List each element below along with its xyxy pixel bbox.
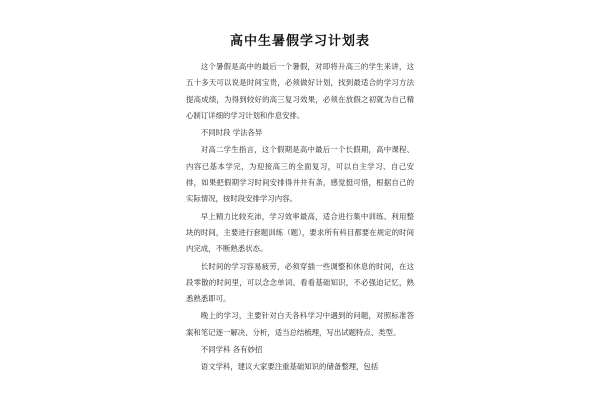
paragraph-chinese: 语文学科，建议大家要注重基础知识的储备整理，包括: [200, 362, 379, 372]
section-heading-time: 不同时段 学法各异: [200, 128, 263, 138]
paragraph-morning: 早上精力比较充沛，学习效率最高，适合进行集中训练、利用整块的时间，主要进行套题训练（题），要求所有科目都要在规定的时间内完成，不断熟悉状态。: [186, 211, 414, 254]
paragraph-intro: 这个暑假是高中的最后一个暑假，对即将升高三的学生来讲，这五十多天可以说是时间宝贵，必须做好计划，找到最适合的学习方法提高成绩，为得到较好的高三复习效果，必须在放假之初就为自己精心制订详细的学习计划和作息安排。: [186, 62, 414, 120]
paragraph-overview: 对高二学生指言，这个假期是高中最后一个长假期，高中课程、内容已基本学完，为迎接高三的全面复习，可以自主学习、自己安排，如果把假期学习时间安排得井井有条，感觉挺可惜，根据自己的实际情况，按时段安排学习内容。: [186, 145, 414, 204]
document-title: 高中生暑假学习计划表: [229, 34, 370, 49]
section-heading-subjects: 不同学科 各有妙招: [200, 345, 263, 355]
paragraph-evening: 晚上的学习，主要针对白天各科学习中遇到的问题，对照标准答案和笔记逐一解决、分析，适当总结梳理，写出试题特点、类型。: [186, 311, 414, 337]
paragraph-breaks: 长时间的学习容易疲劳，必须穿插一些调整和休息的时间，在这段零散的时间里，可以念念单词、看看基础知识，不必强迫记忆，熟悉熟悉即可。: [186, 261, 414, 304]
document-page: [186, 30, 414, 376]
